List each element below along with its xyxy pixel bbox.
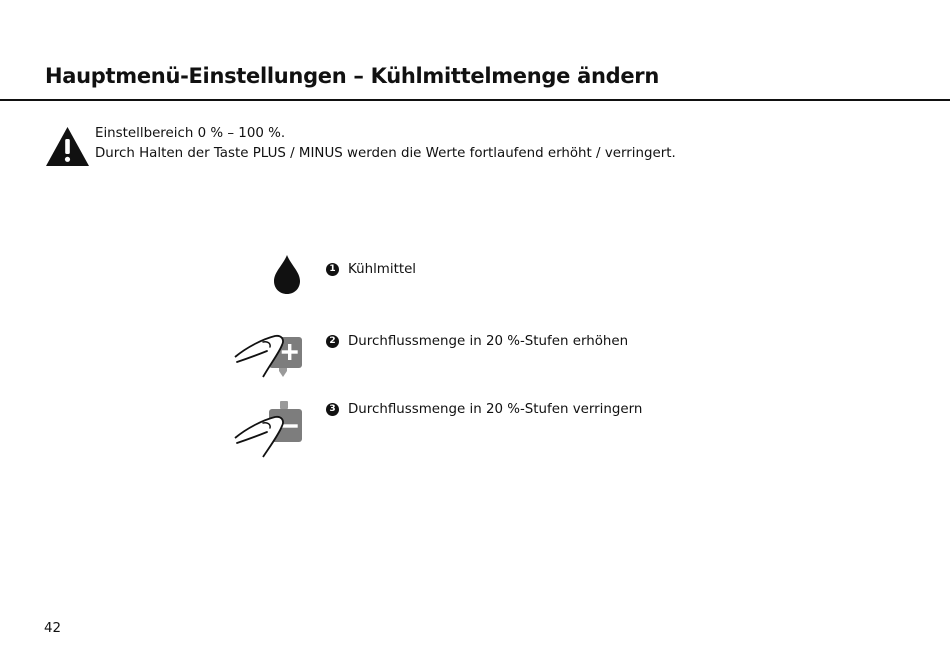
plus-key-press-icon	[233, 333, 305, 379]
title-divider	[0, 99, 950, 101]
legend-label: Durchflussmenge in 20 %-Stufen erhöhen	[348, 334, 629, 349]
notice-text	[95, 124, 676, 164]
legend-item-increase	[326, 334, 628, 349]
page-title: Hauptmenü-Einstellungen – Kühlmittelmenge ändern	[45, 64, 659, 88]
number-badge: 2	[326, 335, 339, 348]
notice-range: Einstellbereich 0 % – 100 %.	[95, 126, 286, 141]
number-badge: 3	[326, 403, 339, 416]
legend-label: Durchflussmenge in 20 %-Stufen verringern	[348, 402, 643, 417]
minus-key-press-icon	[233, 400, 305, 458]
legend-item-coolant	[326, 262, 416, 277]
page-number: 42	[44, 621, 62, 636]
number-badge: 1	[326, 263, 339, 276]
coolant-drop-icon	[271, 253, 303, 296]
legend-item-decrease	[326, 402, 642, 417]
notice-hold-hint: Durch Halten der Taste PLUS / MINUS werden die Werte fortlaufend erhöht / verringert.	[95, 146, 676, 161]
warning-icon	[45, 126, 90, 167]
legend-label: Kühlmittel	[348, 262, 417, 277]
